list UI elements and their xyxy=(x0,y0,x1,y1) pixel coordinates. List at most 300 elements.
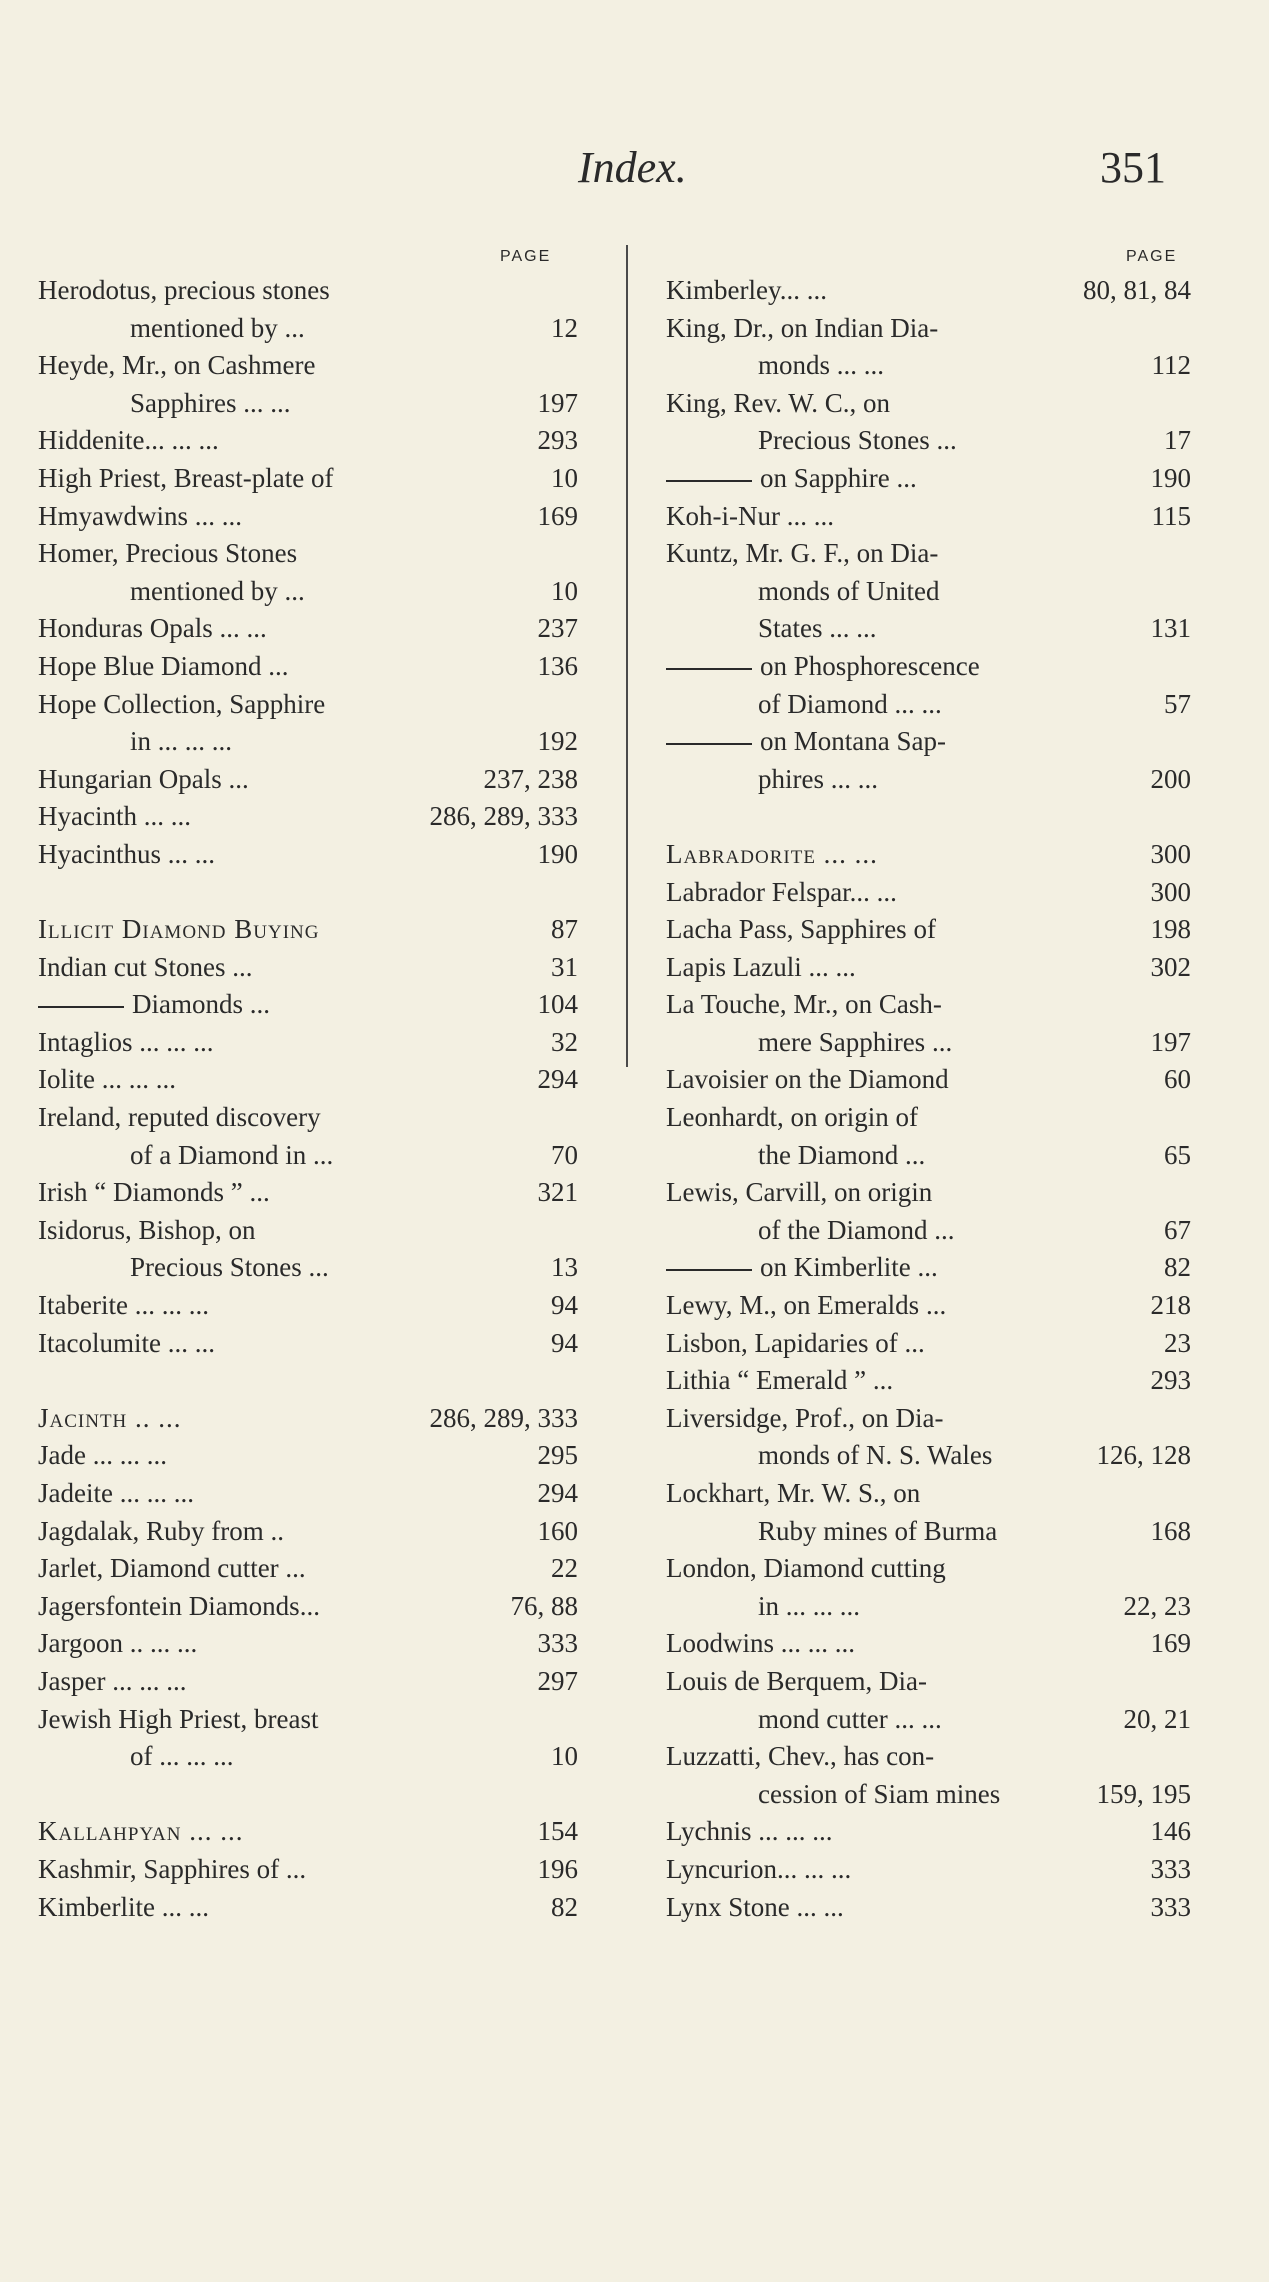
entry-text xyxy=(758,347,884,385)
entry-text xyxy=(38,1701,318,1739)
entry-text xyxy=(38,798,191,836)
entry-text xyxy=(666,1400,943,1438)
entry-page-number: 80, 81, 84 xyxy=(1083,275,1191,305)
index-entry xyxy=(666,911,1191,949)
entry-label: on Kimberlite ... xyxy=(760,1252,938,1283)
index-entry xyxy=(38,460,578,498)
ditto-dash xyxy=(38,1006,124,1008)
entry-label: mere Sapphires ... xyxy=(758,1026,953,1057)
entry-label: King, Rev. W. C., on xyxy=(666,387,891,418)
entry-text xyxy=(38,1513,284,1551)
entry-label: Kimberley... ... xyxy=(666,275,827,305)
entry-page-number: 300 xyxy=(1150,876,1191,907)
index-entry xyxy=(38,498,578,536)
entry-text xyxy=(666,1738,934,1776)
entry-text xyxy=(38,610,267,648)
entry-label: Indian cut Stones ... xyxy=(38,951,253,982)
index-entry xyxy=(666,573,1191,611)
entry-label: in ... ... ... xyxy=(130,726,233,757)
entry-label: Hyacinthus ... ... xyxy=(38,838,215,869)
entry-label: Koh-i-Nur ... ... xyxy=(666,500,834,531)
entry-page-number: 67 xyxy=(1164,1214,1191,1245)
entry-page-number: 104 xyxy=(537,989,578,1020)
entry-page-number: 295 xyxy=(537,1440,578,1471)
entry-label: Lockhart, Mr. W. S., on xyxy=(666,1478,921,1508)
column-divider xyxy=(626,245,628,1067)
entry-text xyxy=(38,1851,306,1889)
index-entry xyxy=(666,347,1191,385)
index-entry xyxy=(666,1663,1191,1701)
index-entry xyxy=(666,1776,1191,1814)
entry-text xyxy=(130,1137,333,1175)
entry-label: Jarlet, Diamond cutter ... xyxy=(38,1553,306,1584)
entry-label: Kuntz, Mr. G. F., on Dia- xyxy=(666,538,939,569)
entry-label: Jagersfontein Diamonds... xyxy=(38,1590,320,1621)
page-header xyxy=(0,142,1269,192)
entry-page-number: 300 xyxy=(1150,838,1191,869)
entry-label: Illicit Diamond Buying xyxy=(38,914,320,945)
entry-page-number: 333 xyxy=(537,1628,578,1659)
index-entry xyxy=(666,874,1191,912)
entry-label: Precious Stones ... xyxy=(130,1252,329,1283)
entry-text xyxy=(758,1588,860,1626)
entry-label: Kimberlite ... ... xyxy=(38,1891,209,1922)
index-entry xyxy=(38,1287,578,1325)
index-entry xyxy=(666,1513,1191,1551)
entry-page-number: 333 xyxy=(1150,1891,1191,1922)
entry-label: Homer, Precious Stones xyxy=(38,538,298,569)
entry-label: Precious Stones ... xyxy=(758,425,957,456)
entry-page-number: 94 xyxy=(551,1290,578,1321)
entry-text xyxy=(38,535,297,573)
entry-text xyxy=(38,1400,182,1438)
entry-text xyxy=(666,1287,946,1325)
entry-label: Lyncurion... ... ... xyxy=(666,1853,852,1884)
ditto-dash xyxy=(666,743,752,745)
entry-page-number: 65 xyxy=(1164,1139,1191,1170)
entry-text xyxy=(666,1625,855,1663)
index-entry xyxy=(666,1174,1191,1212)
row-spacer xyxy=(666,798,1191,836)
entry-label: London, Diamond cutting xyxy=(666,1553,946,1584)
entry-page-number: 154 xyxy=(537,1816,578,1847)
entry-label: La Touche, Mr., on Cash- xyxy=(666,989,942,1020)
index-entry xyxy=(38,1889,578,1927)
entry-text xyxy=(666,836,878,874)
entry-text xyxy=(38,949,252,987)
entry-page-number: 294 xyxy=(537,1478,578,1508)
entry-label: Ruby mines of Burma xyxy=(758,1515,998,1546)
index-entry xyxy=(38,1212,578,1250)
entry-text xyxy=(38,836,215,874)
index-entry xyxy=(666,836,1191,874)
index-entry xyxy=(38,836,578,874)
index-entry xyxy=(38,1099,578,1137)
entry-text xyxy=(130,986,270,1024)
entry-label: Jargoon .. ... ... xyxy=(38,1628,198,1659)
index-entry xyxy=(666,385,1191,423)
entry-text xyxy=(38,761,249,799)
index-entry xyxy=(666,272,1191,310)
index-entry xyxy=(666,1851,1191,1889)
entry-text xyxy=(758,1437,992,1475)
index-entry xyxy=(38,610,578,648)
entry-text xyxy=(758,610,877,648)
entry-page-number: 131 xyxy=(1150,613,1191,644)
entry-label: monds ... ... xyxy=(758,350,885,381)
entry-page-number: 60 xyxy=(1164,1064,1191,1095)
index-entry xyxy=(666,1249,1191,1287)
ditto-dash xyxy=(666,668,752,670)
entry-page-number: 218 xyxy=(1150,1290,1191,1321)
entry-page-number: 321 xyxy=(537,1177,578,1208)
index-entry xyxy=(666,460,1191,498)
index-entry xyxy=(38,761,578,799)
entry-page-number: 82 xyxy=(1164,1252,1191,1283)
entry-page-number: 136 xyxy=(537,650,578,681)
entry-text xyxy=(666,1889,844,1927)
index-entry xyxy=(666,1738,1191,1776)
entry-text xyxy=(666,1099,918,1137)
index-entry xyxy=(38,1400,578,1438)
entry-label: Luzzatti, Chev., has con- xyxy=(666,1741,935,1772)
entry-page-number: 12 xyxy=(551,312,578,343)
index-entry xyxy=(38,1550,578,1588)
entry-label: Lacha Pass, Sapphires of xyxy=(666,914,936,945)
entry-text xyxy=(38,911,319,949)
index-entry xyxy=(38,1813,578,1851)
entry-label: in ... ... ... xyxy=(758,1590,861,1621)
entry-label: Jacinth .. ... xyxy=(38,1402,182,1433)
entry-label: Hiddenite... ... ... xyxy=(38,425,219,456)
entry-page-number: 82 xyxy=(551,1891,578,1922)
entry-label: Lewy, M., on Emeralds ... xyxy=(666,1290,947,1321)
page-number: 351 xyxy=(1100,143,1166,192)
entry-label: Herodotus, precious stones xyxy=(38,275,330,305)
entry-text xyxy=(758,422,957,460)
entry-text xyxy=(758,1249,938,1287)
entry-text xyxy=(130,385,290,423)
index-entry xyxy=(666,1362,1191,1400)
entry-text xyxy=(666,1325,925,1363)
entry-page-number: 10 xyxy=(551,575,578,606)
index-entry xyxy=(666,1550,1191,1588)
entry-label: monds of United xyxy=(758,575,940,606)
entry-page-number: 13 xyxy=(551,1252,578,1283)
entry-page-number: 168 xyxy=(1150,1515,1191,1546)
index-entry xyxy=(38,1625,578,1663)
entry-page-number: 200 xyxy=(1150,763,1191,794)
index-entry xyxy=(38,573,578,611)
entry-text xyxy=(758,1137,925,1175)
entry-text xyxy=(38,498,242,536)
entry-page-number: 31 xyxy=(551,951,578,982)
entry-label: Hope Blue Diamond ... xyxy=(38,650,289,681)
index-entry xyxy=(38,1061,578,1099)
entry-label: of a Diamond in ... xyxy=(130,1139,334,1170)
entry-text xyxy=(38,272,330,310)
index-entry xyxy=(38,723,578,761)
entry-text xyxy=(758,1212,954,1250)
index-entry xyxy=(38,1024,578,1062)
entry-text xyxy=(758,1024,952,1062)
entry-label: Lychnis ... ... ... xyxy=(666,1816,833,1847)
entry-page-number: 160 xyxy=(537,1515,578,1546)
entry-label: mentioned by ... xyxy=(130,575,305,606)
entry-text xyxy=(130,1249,329,1287)
index-entry xyxy=(38,1588,578,1626)
entry-label: Diamonds ... xyxy=(132,989,270,1020)
entry-label: Isidorus, Bishop, on xyxy=(38,1214,256,1245)
entry-page-number: 159, 195 xyxy=(1096,1778,1191,1809)
index-entry xyxy=(38,1437,578,1475)
entry-page-number: 286, 289, 333 xyxy=(429,1402,578,1433)
entry-text xyxy=(38,1024,214,1062)
index-entry xyxy=(38,1851,578,1889)
entry-label: Hungarian Opals ... xyxy=(38,763,249,794)
index-entry xyxy=(666,648,1191,686)
entry-page-number: 70 xyxy=(551,1139,578,1170)
entry-text xyxy=(666,986,942,1024)
index-entry xyxy=(38,648,578,686)
index-entry xyxy=(666,1625,1191,1663)
entry-text xyxy=(130,310,305,348)
index-entry xyxy=(38,686,578,724)
entry-page-number: 115 xyxy=(1151,500,1191,531)
entry-label: Irish “ Diamonds ” ... xyxy=(38,1177,270,1208)
index-entry xyxy=(666,498,1191,536)
index-entry xyxy=(38,986,578,1024)
entry-label: High Priest, Breast-plate of xyxy=(38,462,334,493)
entry-text xyxy=(38,1325,215,1363)
entry-text xyxy=(38,686,325,724)
entry-label: phires ... ... xyxy=(758,763,878,794)
entry-label: Lapis Lazuli ... ... xyxy=(666,951,856,982)
entry-text xyxy=(38,1625,197,1663)
index-entry xyxy=(38,1174,578,1212)
index-entry xyxy=(38,1325,578,1363)
entry-text xyxy=(666,1813,833,1851)
entry-page-number: 293 xyxy=(537,425,578,456)
entry-label: Jade ... ... ... xyxy=(38,1440,167,1471)
entry-text xyxy=(38,1174,270,1212)
entry-text xyxy=(666,874,897,912)
index-entry xyxy=(666,723,1191,761)
index-entry xyxy=(666,1437,1191,1475)
index-entry xyxy=(666,761,1191,799)
entry-text xyxy=(38,422,219,460)
entry-text xyxy=(666,272,827,310)
entry-text xyxy=(38,1889,209,1927)
index-entry xyxy=(666,1024,1191,1062)
entry-text xyxy=(38,1588,320,1626)
entry-label: Lithia “ Emerald ” ... xyxy=(666,1365,894,1396)
entry-page-number: 94 xyxy=(551,1327,578,1358)
entry-text xyxy=(758,686,942,724)
entry-text xyxy=(758,573,940,611)
entry-label: mentioned by ... xyxy=(130,312,305,343)
entry-label: cession of Siam mines xyxy=(758,1778,1001,1809)
entry-label: Lewis, Carvill, on origin xyxy=(666,1177,933,1208)
entry-text xyxy=(130,723,232,761)
entry-text xyxy=(666,385,890,423)
entry-text xyxy=(666,1663,927,1701)
entry-label: on Phosphorescence xyxy=(760,650,980,681)
index-entry xyxy=(666,1701,1191,1739)
entry-page-number: 87 xyxy=(551,914,578,945)
index-entry xyxy=(38,1738,578,1776)
index-entry xyxy=(38,535,578,573)
entry-label: Lavoisier on the Diamond xyxy=(666,1064,949,1095)
entry-text xyxy=(38,1663,186,1701)
index-entry xyxy=(38,798,578,836)
entry-label: Ireland, reputed discovery xyxy=(38,1102,321,1133)
entry-page-number: 76, 88 xyxy=(510,1590,578,1621)
index-entry xyxy=(666,422,1191,460)
right-page-column-label: PAGE xyxy=(1126,248,1178,265)
entry-text xyxy=(38,1550,306,1588)
entry-page-number: 22, 23 xyxy=(1123,1590,1191,1621)
index-entry xyxy=(38,1513,578,1551)
entry-text xyxy=(666,1550,946,1588)
entry-label: Sapphires ... ... xyxy=(130,387,291,418)
entry-label: mond cutter ... ... xyxy=(758,1703,942,1734)
entry-label: Loodwins ... ... ... xyxy=(666,1628,855,1659)
entry-text xyxy=(38,1437,167,1475)
entry-text xyxy=(38,1099,321,1137)
index-entry xyxy=(666,1475,1191,1513)
entry-page-number: 190 xyxy=(537,838,578,869)
row-spacer xyxy=(38,1776,578,1814)
entry-page-number: 237, 238 xyxy=(483,763,578,794)
entry-text xyxy=(666,911,936,949)
ditto-dash xyxy=(666,480,752,482)
entry-text xyxy=(666,1475,920,1513)
entry-text xyxy=(666,498,834,536)
entry-page-number: 237 xyxy=(537,613,578,644)
entry-text xyxy=(666,1174,932,1212)
index-entry xyxy=(666,1137,1191,1175)
entry-text xyxy=(38,460,333,498)
entry-page-number: 302 xyxy=(1150,951,1191,982)
entry-label: Heyde, Mr., on Cashmere xyxy=(38,350,316,381)
entry-page-number: 23 xyxy=(1164,1327,1191,1358)
index-entry xyxy=(38,310,578,348)
entry-label: Labradorite ... ... xyxy=(666,838,878,869)
entry-text xyxy=(666,1851,851,1889)
entry-page-number: 10 xyxy=(551,1741,578,1772)
entry-label: Labrador Felspar... ... xyxy=(666,876,897,907)
entry-label: King, Dr., on Indian Dia- xyxy=(666,312,939,343)
entry-label: Hmyawdwins ... ... xyxy=(38,500,242,531)
entry-label: on Sapphire ... xyxy=(760,462,917,493)
entry-label: Intaglios ... ... ... xyxy=(38,1026,214,1057)
row-spacer xyxy=(38,1362,578,1400)
entry-label: monds of N. S. Wales xyxy=(758,1440,993,1471)
left-index-column xyxy=(38,272,578,1926)
index-entry xyxy=(666,610,1191,648)
index-entry xyxy=(38,422,578,460)
index-entry xyxy=(666,1400,1191,1438)
index-entry xyxy=(666,1889,1191,1927)
entry-label: Jewish High Priest, breast xyxy=(38,1703,319,1734)
entry-text xyxy=(38,1475,194,1513)
entry-text xyxy=(758,460,917,498)
entry-text xyxy=(758,1701,942,1739)
entry-label: Lisbon, Lapidaries of ... xyxy=(666,1327,925,1358)
index-entry xyxy=(38,347,578,385)
index-entry xyxy=(666,986,1191,1024)
index-entry xyxy=(38,385,578,423)
entry-page-number: 196 xyxy=(537,1853,578,1884)
entry-label: Leonhardt, on origin of xyxy=(666,1102,918,1133)
entry-page-number: 169 xyxy=(1150,1628,1191,1659)
entry-text xyxy=(666,535,938,573)
entry-text xyxy=(758,648,980,686)
entry-label: Kashmir, Sapphires of ... xyxy=(38,1853,307,1884)
index-entry xyxy=(38,1701,578,1739)
index-entry xyxy=(666,1099,1191,1137)
entry-label: the Diamond ... xyxy=(758,1139,926,1170)
index-entry xyxy=(666,1813,1191,1851)
entry-label: Honduras Opals ... ... xyxy=(38,613,267,644)
entry-page-number: 198 xyxy=(1150,914,1191,945)
entry-text xyxy=(38,648,288,686)
entry-label: of Diamond ... ... xyxy=(758,688,942,719)
entry-page-number: 294 xyxy=(537,1064,578,1095)
left-page-column-label: PAGE xyxy=(500,248,552,265)
index-entry xyxy=(666,1588,1191,1626)
entry-page-number: 32 xyxy=(551,1026,578,1057)
index-entry xyxy=(666,310,1191,348)
entry-text xyxy=(130,573,305,611)
index-entry xyxy=(666,1287,1191,1325)
entry-text xyxy=(38,1061,176,1099)
entry-page-number: 22 xyxy=(551,1553,578,1584)
entry-text xyxy=(758,761,878,799)
entry-label: Jasper ... ... ... xyxy=(38,1665,187,1696)
entry-page-number: 286, 289, 333 xyxy=(429,801,578,832)
entry-label: Iolite ... ... ... xyxy=(38,1064,176,1095)
entry-label: of the Diamond ... xyxy=(758,1214,955,1245)
entry-page-number: 17 xyxy=(1164,425,1191,456)
index-entry xyxy=(666,949,1191,987)
entry-page-number: 197 xyxy=(1150,1026,1191,1057)
entry-label: Liversidge, Prof., on Dia- xyxy=(666,1402,944,1433)
entry-label: Lynx Stone ... ... xyxy=(666,1891,844,1922)
index-entry xyxy=(38,1475,578,1513)
entry-text xyxy=(130,1738,234,1776)
entry-page-number: 112 xyxy=(1151,350,1191,381)
entry-page-number: 20, 21 xyxy=(1123,1703,1191,1734)
entry-label: Kallahpyan ... ... xyxy=(38,1816,244,1847)
index-entry xyxy=(666,1325,1191,1363)
entry-page-number: 146 xyxy=(1150,1816,1191,1847)
entry-page-number: 192 xyxy=(537,726,578,757)
entry-text xyxy=(38,1813,244,1851)
entry-label: on Montana Sap- xyxy=(760,726,946,757)
entry-text xyxy=(666,1061,949,1099)
entry-page-number: 293 xyxy=(1150,1365,1191,1396)
right-index-column xyxy=(666,272,1191,1926)
entry-page-number: 10 xyxy=(551,462,578,493)
index-entry xyxy=(38,911,578,949)
entry-label: Louis de Berquem, Dia- xyxy=(666,1665,927,1696)
entry-label: States ... ... xyxy=(758,613,877,644)
entry-text xyxy=(666,949,856,987)
entry-text xyxy=(758,723,946,761)
entry-page-number: 333 xyxy=(1150,1853,1191,1884)
